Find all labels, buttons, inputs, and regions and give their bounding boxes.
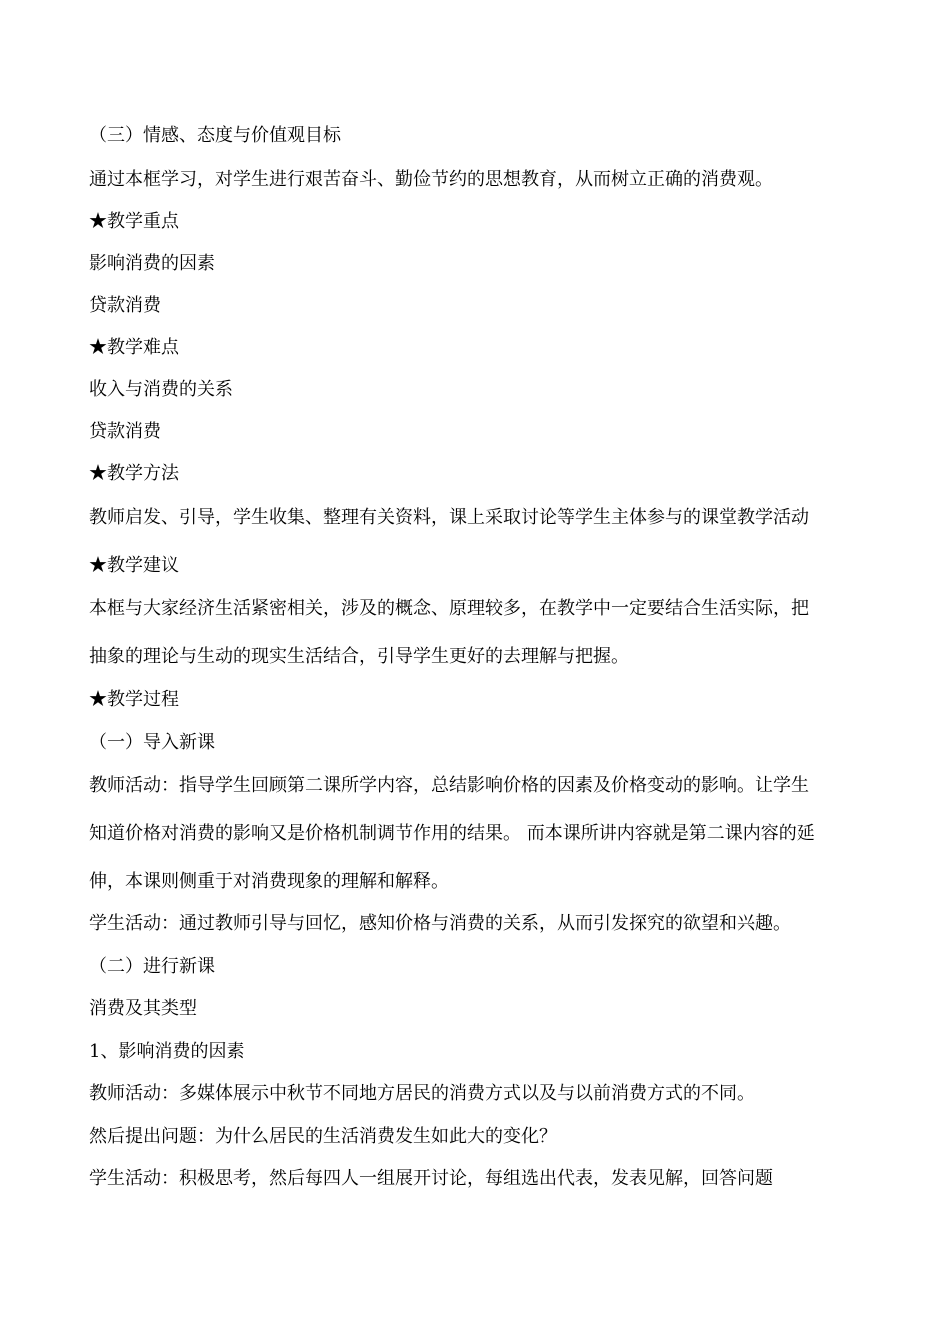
paragraph-student-activity-2: 学生活动：积极思考，然后每四人一组展开讨论，每组选出代表，发表见解，回答问题 bbox=[89, 1168, 773, 1189]
paragraph-student-activity-1: 学生活动：通过教师引导与回忆，感知价格与消费的关系，从而引发探究的欲望和兴趣。 bbox=[89, 913, 791, 934]
paragraph-teaching-method: 教师启发、引导，学生收集、整理有关资料，课上采取讨论等学生主体参与的课堂教学活动 bbox=[89, 507, 809, 528]
subheading-new-lesson: （二）进行新课 bbox=[89, 956, 215, 977]
subheading-introduction: （一）导入新课 bbox=[89, 732, 215, 753]
list-item-difficulty-2: 贷款消费 bbox=[89, 421, 161, 442]
paragraph-suggestion-line-1: 本框与大家经济生活紧密相关，涉及的概念、原理较多，在教学中一定要结合生活实际，把 bbox=[89, 598, 809, 619]
heading-teaching-focus: ★教学重点 bbox=[89, 211, 179, 232]
paragraph-teacher-activity-2: 教师活动：多媒体展示中秋节不同地方居民的消费方式以及与以前消费方式的不同。 bbox=[89, 1083, 755, 1104]
heading-teaching-difficulty: ★教学难点 bbox=[89, 337, 179, 358]
section-heading-affective-goals: （三）情感、态度与价值观目标 bbox=[89, 125, 341, 146]
paragraph-affective-goals: 通过本框学习，对学生进行艰苦奋斗、勤俭节约的思想教育，从而树立正确的消费观。 bbox=[89, 169, 773, 190]
heading-teaching-suggestion: ★教学建议 bbox=[89, 555, 179, 576]
paragraph-question: 然后提出问题：为什么居民的生活消费发生如此大的变化？ bbox=[89, 1126, 557, 1147]
paragraph-suggestion-line-2: 抽象的理论与生动的现实生活结合，引导学生更好的去理解与把握。 bbox=[89, 646, 629, 667]
heading-teaching-method: ★教学方法 bbox=[89, 463, 179, 484]
paragraph-teacher-activity-line-3: 伸，本课则侧重于对消费现象的理解和解释。 bbox=[89, 871, 449, 892]
list-item-focus-2: 贷款消费 bbox=[89, 295, 161, 316]
topic-consumption-factors: 1、影响消费的因素 bbox=[89, 1041, 245, 1062]
list-item-difficulty-1: 收入与消费的关系 bbox=[89, 379, 233, 400]
paragraph-teacher-activity-line-2: 知道价格对消费的影响又是价格机制调节作用的结果。 而本课所讲内容就是第二课内容的延 bbox=[89, 823, 815, 844]
list-item-focus-1: 影响消费的因素 bbox=[89, 253, 215, 274]
paragraph-teacher-activity-line-1: 教师活动：指导学生回顾第二课所学内容，总结影响价格的因素及价格变动的影响。让学生 bbox=[89, 775, 809, 796]
topic-consumption-types: 消费及其类型 bbox=[89, 998, 197, 1019]
heading-teaching-process: ★教学过程 bbox=[89, 689, 179, 710]
